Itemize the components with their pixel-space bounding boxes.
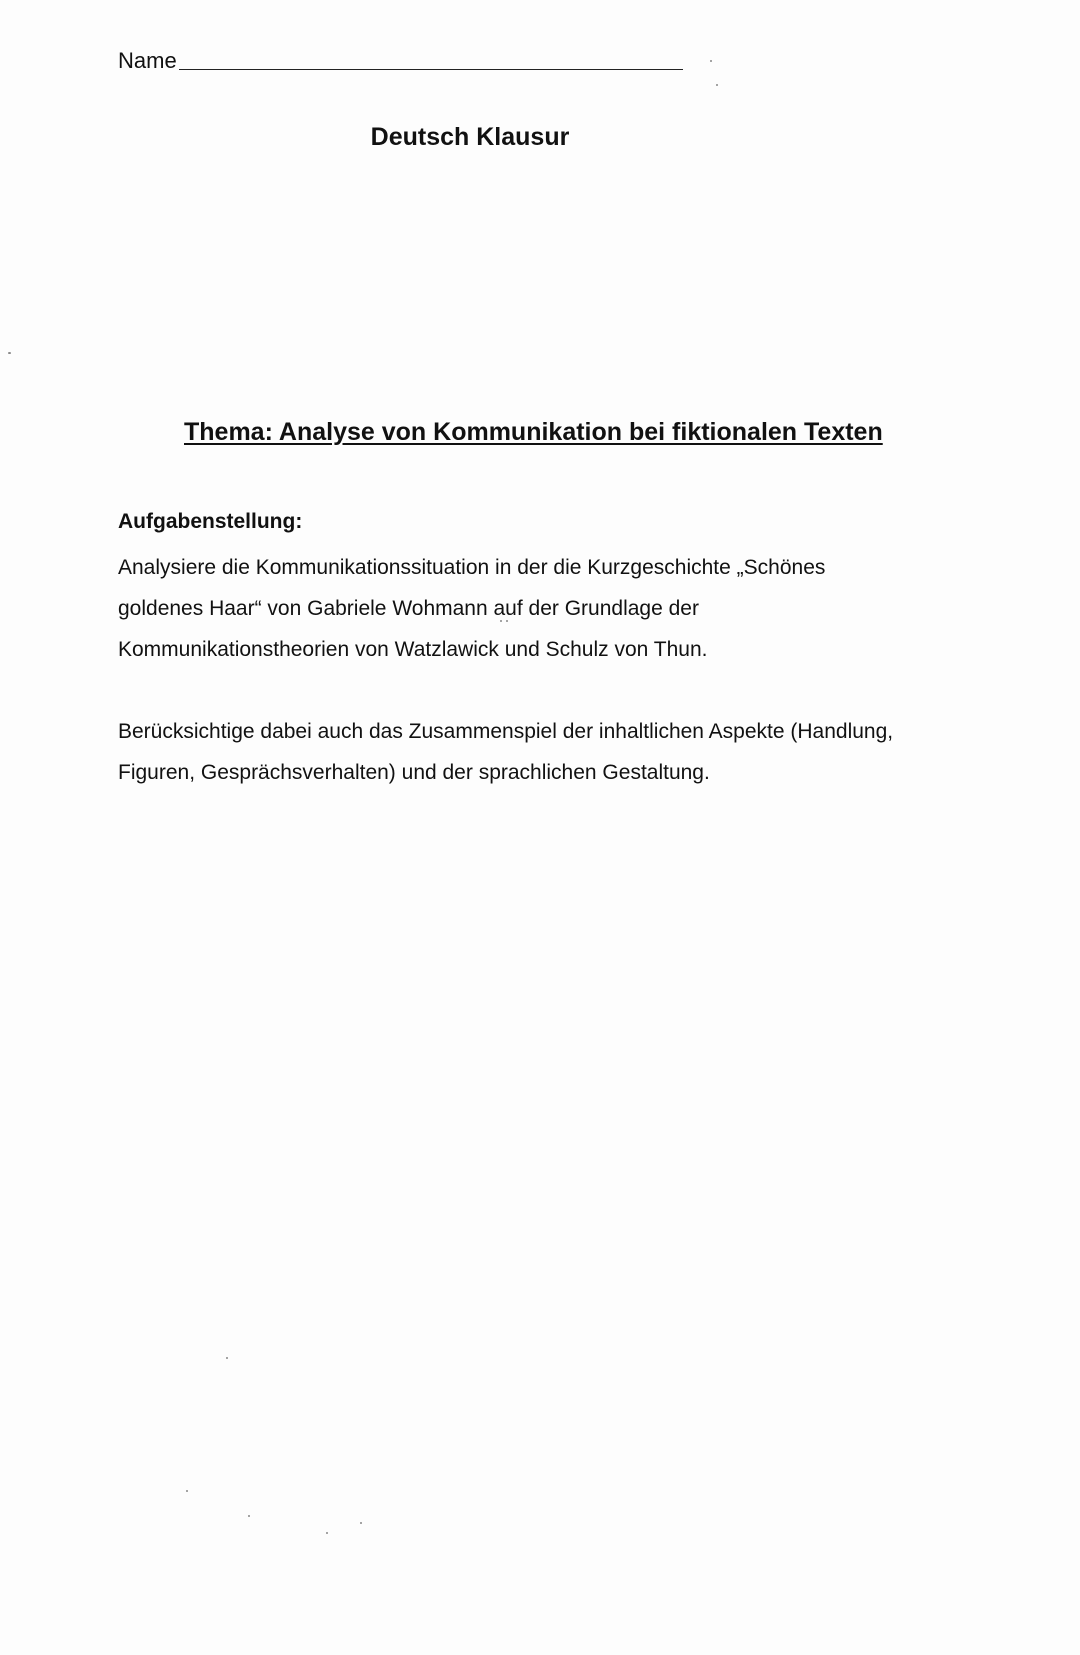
- scan-speck: [716, 84, 718, 86]
- paragraph-line: Figuren, Gesprächsverhalten) und der sprachlichen Gestaltung.: [118, 761, 710, 784]
- scan-speck: [8, 352, 11, 354]
- scan-speck: [248, 1515, 250, 1517]
- task-paragraph-1: [118, 547, 825, 670]
- scan-speck: [500, 620, 502, 622]
- paragraph-line: goldenes Haar“ von Gabriele Wohmann auf der Grundlage der: [118, 597, 699, 620]
- topic-heading: Thema: Analyse von Kommunikation bei fiktionalen Texten: [184, 418, 883, 446]
- scan-speck: [506, 620, 508, 622]
- task-paragraph-2: [118, 711, 893, 793]
- name-label: Name: [118, 48, 177, 73]
- name-row: [118, 48, 683, 74]
- scan-speck: [710, 60, 712, 62]
- task-heading: Aufgabenstellung:: [118, 510, 303, 533]
- page-title: Deutsch Klausur: [370, 123, 570, 151]
- scan-speck: [226, 1357, 228, 1359]
- scan-speck: [326, 1532, 328, 1534]
- scan-speck: [360, 1522, 362, 1524]
- paragraph-line: Kommunikationstheorien von Watzlawick und Schulz von Thun.: [118, 638, 708, 661]
- scan-speck: [186, 1490, 188, 1492]
- name-blank-line: [179, 69, 683, 70]
- paragraph-line: Berücksichtige dabei auch das Zusammenspiel der inhaltlichen Aspekte (Handlung,: [118, 720, 894, 743]
- paragraph-line: Analysiere die Kommunikationssituation in der die Kurzgeschichte „Schönes: [118, 556, 826, 579]
